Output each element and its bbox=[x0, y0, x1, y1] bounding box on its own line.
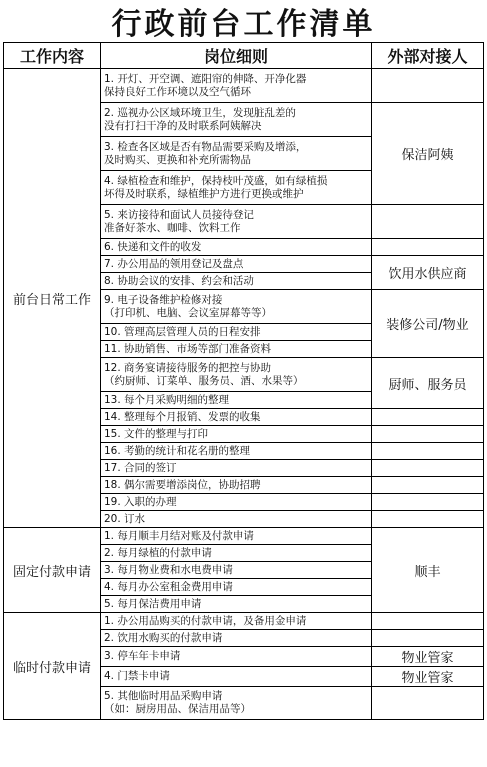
external-contact-cell: 厨师、服务员 bbox=[372, 358, 484, 409]
external-contact-cell bbox=[372, 426, 484, 443]
detail-cell: 11. 协助销售、市场等部门准备资料 bbox=[101, 341, 372, 358]
detail-cell: 3. 检查各区域是否有物品需要采购及增添， 及时购买、更换和补充所需物品 bbox=[101, 137, 372, 171]
detail-cell: 18. 偶尔需要增添岗位，协助招聘 bbox=[101, 477, 372, 494]
detail-cell: 10. 管理高层管理人员的日程安排 bbox=[101, 324, 372, 341]
header-row bbox=[4, 43, 484, 69]
external-contact-cell bbox=[372, 477, 484, 494]
external-contact-cell bbox=[372, 460, 484, 477]
detail-cell: 3. 每月物业费和水电费申请 bbox=[101, 562, 372, 579]
external-contact-cell bbox=[372, 511, 484, 528]
detail-cell: 12. 商务宴请接待服务的把控与协助 （约厨师、订菜单、服务员、酒、水果等） bbox=[101, 358, 372, 392]
external-contact-cell bbox=[372, 409, 484, 426]
detail-cell: 20. 订水 bbox=[101, 511, 372, 528]
detail-cell: 17. 合同的签订 bbox=[101, 460, 372, 477]
external-contact-cell bbox=[372, 443, 484, 460]
detail-cell: 1. 办公用品购买的付款申请，及备用金申请 bbox=[101, 613, 372, 630]
work-list-table bbox=[3, 42, 484, 720]
external-contact-cell bbox=[372, 205, 484, 239]
detail-cell: 9. 电子设备维护检修对接 （打印机、电脑、会议室屏幕等等） bbox=[101, 290, 372, 324]
external-contact-cell: 饮用水供应商 bbox=[372, 256, 484, 290]
detail-cell: 15. 文件的整理与打印 bbox=[101, 426, 372, 443]
table-row bbox=[4, 613, 484, 630]
category-cell: 临时付款申请 bbox=[4, 613, 101, 720]
detail-cell: 4. 绿植检查和维护，保持枝叶茂盛，如有绿植损 坏得及时联系，绿植维护方进行更换或维护 bbox=[101, 171, 372, 205]
detail-cell: 4. 每月办公室租金费用申请 bbox=[101, 579, 372, 596]
detail-cell: 3. 停车年卡申请 bbox=[101, 647, 372, 667]
detail-cell: 16. 考勤的统计和花名册的整理 bbox=[101, 443, 372, 460]
detail-cell: 6. 快递和文件的收发 bbox=[101, 239, 372, 256]
header-detail: 岗位细则 bbox=[101, 43, 372, 69]
external-contact-cell bbox=[372, 69, 484, 103]
external-contact-cell bbox=[372, 687, 484, 720]
external-contact-cell bbox=[372, 239, 484, 256]
external-contact-cell bbox=[372, 494, 484, 511]
detail-cell: 7. 办公用品的领用登记及盘点 bbox=[101, 256, 372, 273]
detail-cell: 2. 每月绿植的付款申请 bbox=[101, 545, 372, 562]
category-cell: 固定付款申请 bbox=[4, 528, 101, 613]
detail-cell: 13. 每个月采购明细的整理 bbox=[101, 392, 372, 409]
external-contact-cell: 物业管家 bbox=[372, 667, 484, 687]
detail-cell: 5. 其他临时用品采购申请 （如：厨房用品、保洁用品等） bbox=[101, 687, 372, 720]
detail-cell: 14. 整理每个月报销、发票的收集 bbox=[101, 409, 372, 426]
detail-cell: 19. 入职的办理 bbox=[101, 494, 372, 511]
header-external: 外部对接人 bbox=[372, 43, 484, 69]
external-contact-cell bbox=[372, 613, 484, 630]
detail-cell: 1. 开灯、开空调、遮阳帘的伸降、开净化器 保持良好工作环境以及空气循环 bbox=[101, 69, 372, 103]
table-row bbox=[4, 69, 484, 103]
detail-cell: 1. 每月顺丰月结对账及付款申请 bbox=[101, 528, 372, 545]
external-contact-cell: 物业管家 bbox=[372, 647, 484, 667]
detail-cell: 8. 协助会议的安排、约会和活动 bbox=[101, 273, 372, 290]
detail-cell: 5. 来访接待和面试人员接待登记 准备好茶水、咖啡、饮料工作 bbox=[101, 205, 372, 239]
external-contact-cell: 顺丰 bbox=[372, 528, 484, 613]
detail-cell: 4. 门禁卡申请 bbox=[101, 667, 372, 687]
external-contact-cell: 保洁阿姨 bbox=[372, 103, 484, 205]
external-contact-cell bbox=[372, 630, 484, 647]
detail-cell: 2. 饮用水购买的付款申请 bbox=[101, 630, 372, 647]
detail-cell: 2. 巡视办公区域环境卫生，发现脏乱差的 没有打扫干净的及时联系阿姨解决 bbox=[101, 103, 372, 137]
table-body bbox=[4, 69, 484, 720]
header-content: 工作内容 bbox=[4, 43, 101, 69]
detail-cell: 5. 每月保洁费用申请 bbox=[101, 596, 372, 613]
sheet-title: 行政前台工作清单 bbox=[111, 7, 376, 42]
external-contact-cell: 装修公司/物业 bbox=[372, 290, 484, 358]
category-cell: 前台日常工作 bbox=[4, 69, 101, 528]
table-row bbox=[4, 528, 484, 545]
